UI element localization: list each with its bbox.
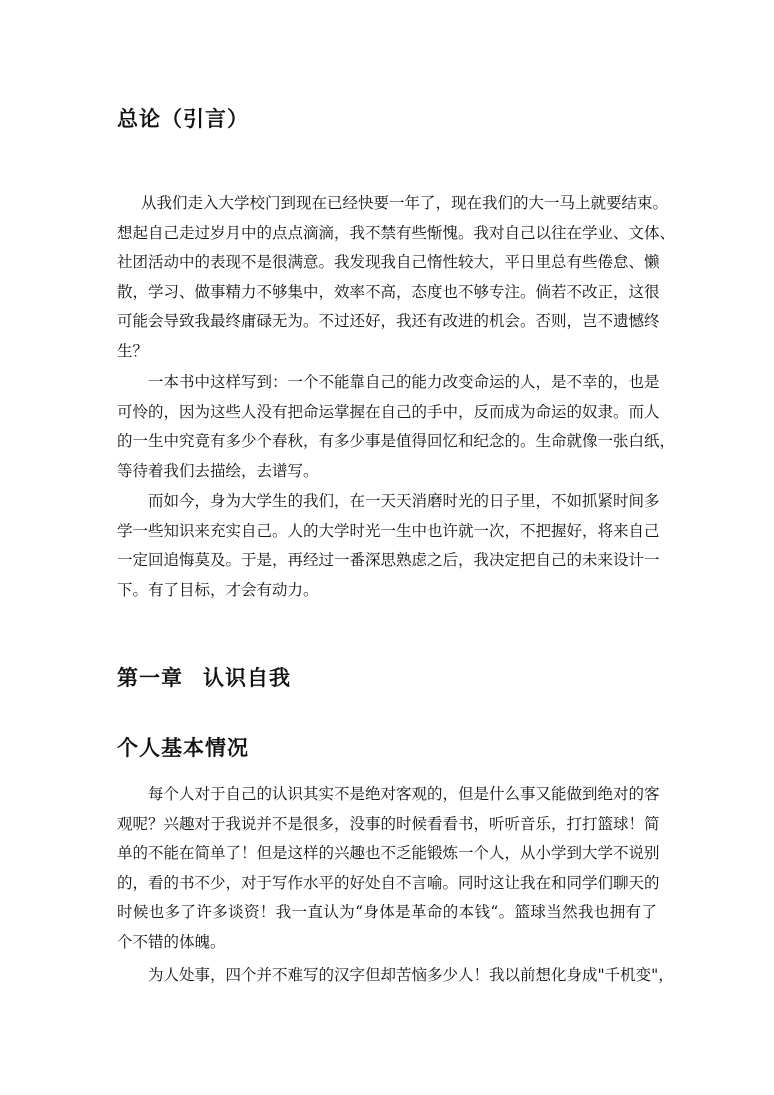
paragraph-line: 下。有了目标，才会有动力。 xyxy=(117,580,319,599)
intro-paragraph-2 xyxy=(117,368,676,486)
paragraph-line: 的，看的书不少，对于写作水平的好处自不言喻。同时这让我在和同学们聊天的 xyxy=(117,873,660,892)
paragraph-line: 散，学习、做事精力不够集中，效率不高，态度也不够专注。倘若不改正，这很 xyxy=(117,282,660,301)
paragraph-line: 一定回追悔莫及。于是，再经过一番深思熟虑之后，我决定把自己的未来设计一 xyxy=(117,551,660,569)
paragraph-line: 学一些知识来充实自己。人的大学时光一生中也许就一次，不把握好，将来自己 xyxy=(117,521,660,540)
paragraph-line: 每个人对于自己的认识其实不是绝对客观的，但是什么事又能做到绝对的客 xyxy=(148,785,660,803)
paragraph-line: 单的不能在简单了！但是这样的兴趣也不乏能锻炼一个人，从小学到大学不说别 xyxy=(117,844,660,862)
chapter-heading xyxy=(117,662,291,692)
paragraph-line: 从我们走入大学校门到现在已经快要一年了，现在我们的大一马上就要结束。 xyxy=(141,194,669,212)
paragraph-line: 可能会导致我最终庸碌无为。不过还好，我还有改进的机会。否则，岂不遗憾终 xyxy=(117,312,660,330)
section-paragraph-1 xyxy=(117,780,660,957)
paragraph-line: 一本书中这样写到：一个不能靠自己的能力改变命运的人，是不幸的，也是 xyxy=(148,373,660,391)
section-paragraph-2 xyxy=(117,961,674,991)
paragraph-line: 社团活动中的表现不是很满意。我发现我自己惰性较大，平日里总有些倦怠、懒 xyxy=(117,253,660,271)
paragraph-line: 个不错的体魄。 xyxy=(117,932,226,951)
chapter-title: 认识自我 xyxy=(203,665,291,690)
section-heading: 个人基本情况 xyxy=(117,735,249,760)
chapter-number: 第一章 xyxy=(117,665,183,690)
paragraph-line: 时候也多了许多谈资！我一直认为“身体是革命的本钱“。篮球当然我也拥有了 xyxy=(117,903,657,921)
paragraph-line: 生？ xyxy=(117,341,149,360)
paragraph-line: 观呢？兴趣对于我说并不是很多，没事的时候看看书，听听音乐，打打篮球！简 xyxy=(117,814,660,833)
paragraph-line: 想起自己走过岁月中的点点滴滴，我不禁有些惭愧。我对自己以往在学业、文体、 xyxy=(117,223,676,242)
intro-paragraph-1 xyxy=(117,189,676,366)
paragraph-line: 的一生中究竟有多少个春秋，有多少事是值得回忆和纪念的。生命就像一张白纸， xyxy=(117,432,676,450)
paragraph-line: 而如今，身为大学生的我们，在一天天消磨时光的日子里，不如抓紧时间多 xyxy=(148,492,660,510)
document-title: 总论（引言） xyxy=(117,106,249,131)
paragraph-line: 等待着我们去描绘，去谱写。 xyxy=(117,461,319,480)
paragraph-line: 可怜的，因为这些人没有把命运掌握在自己的手中，反而成为命运的奴隶。而人 xyxy=(117,402,660,421)
intro-paragraph-3 xyxy=(117,487,660,605)
paragraph-line: 为人处事，四个并不难写的汉字但却苦恼多少人！我以前想化身成"千机变"， xyxy=(148,966,674,984)
